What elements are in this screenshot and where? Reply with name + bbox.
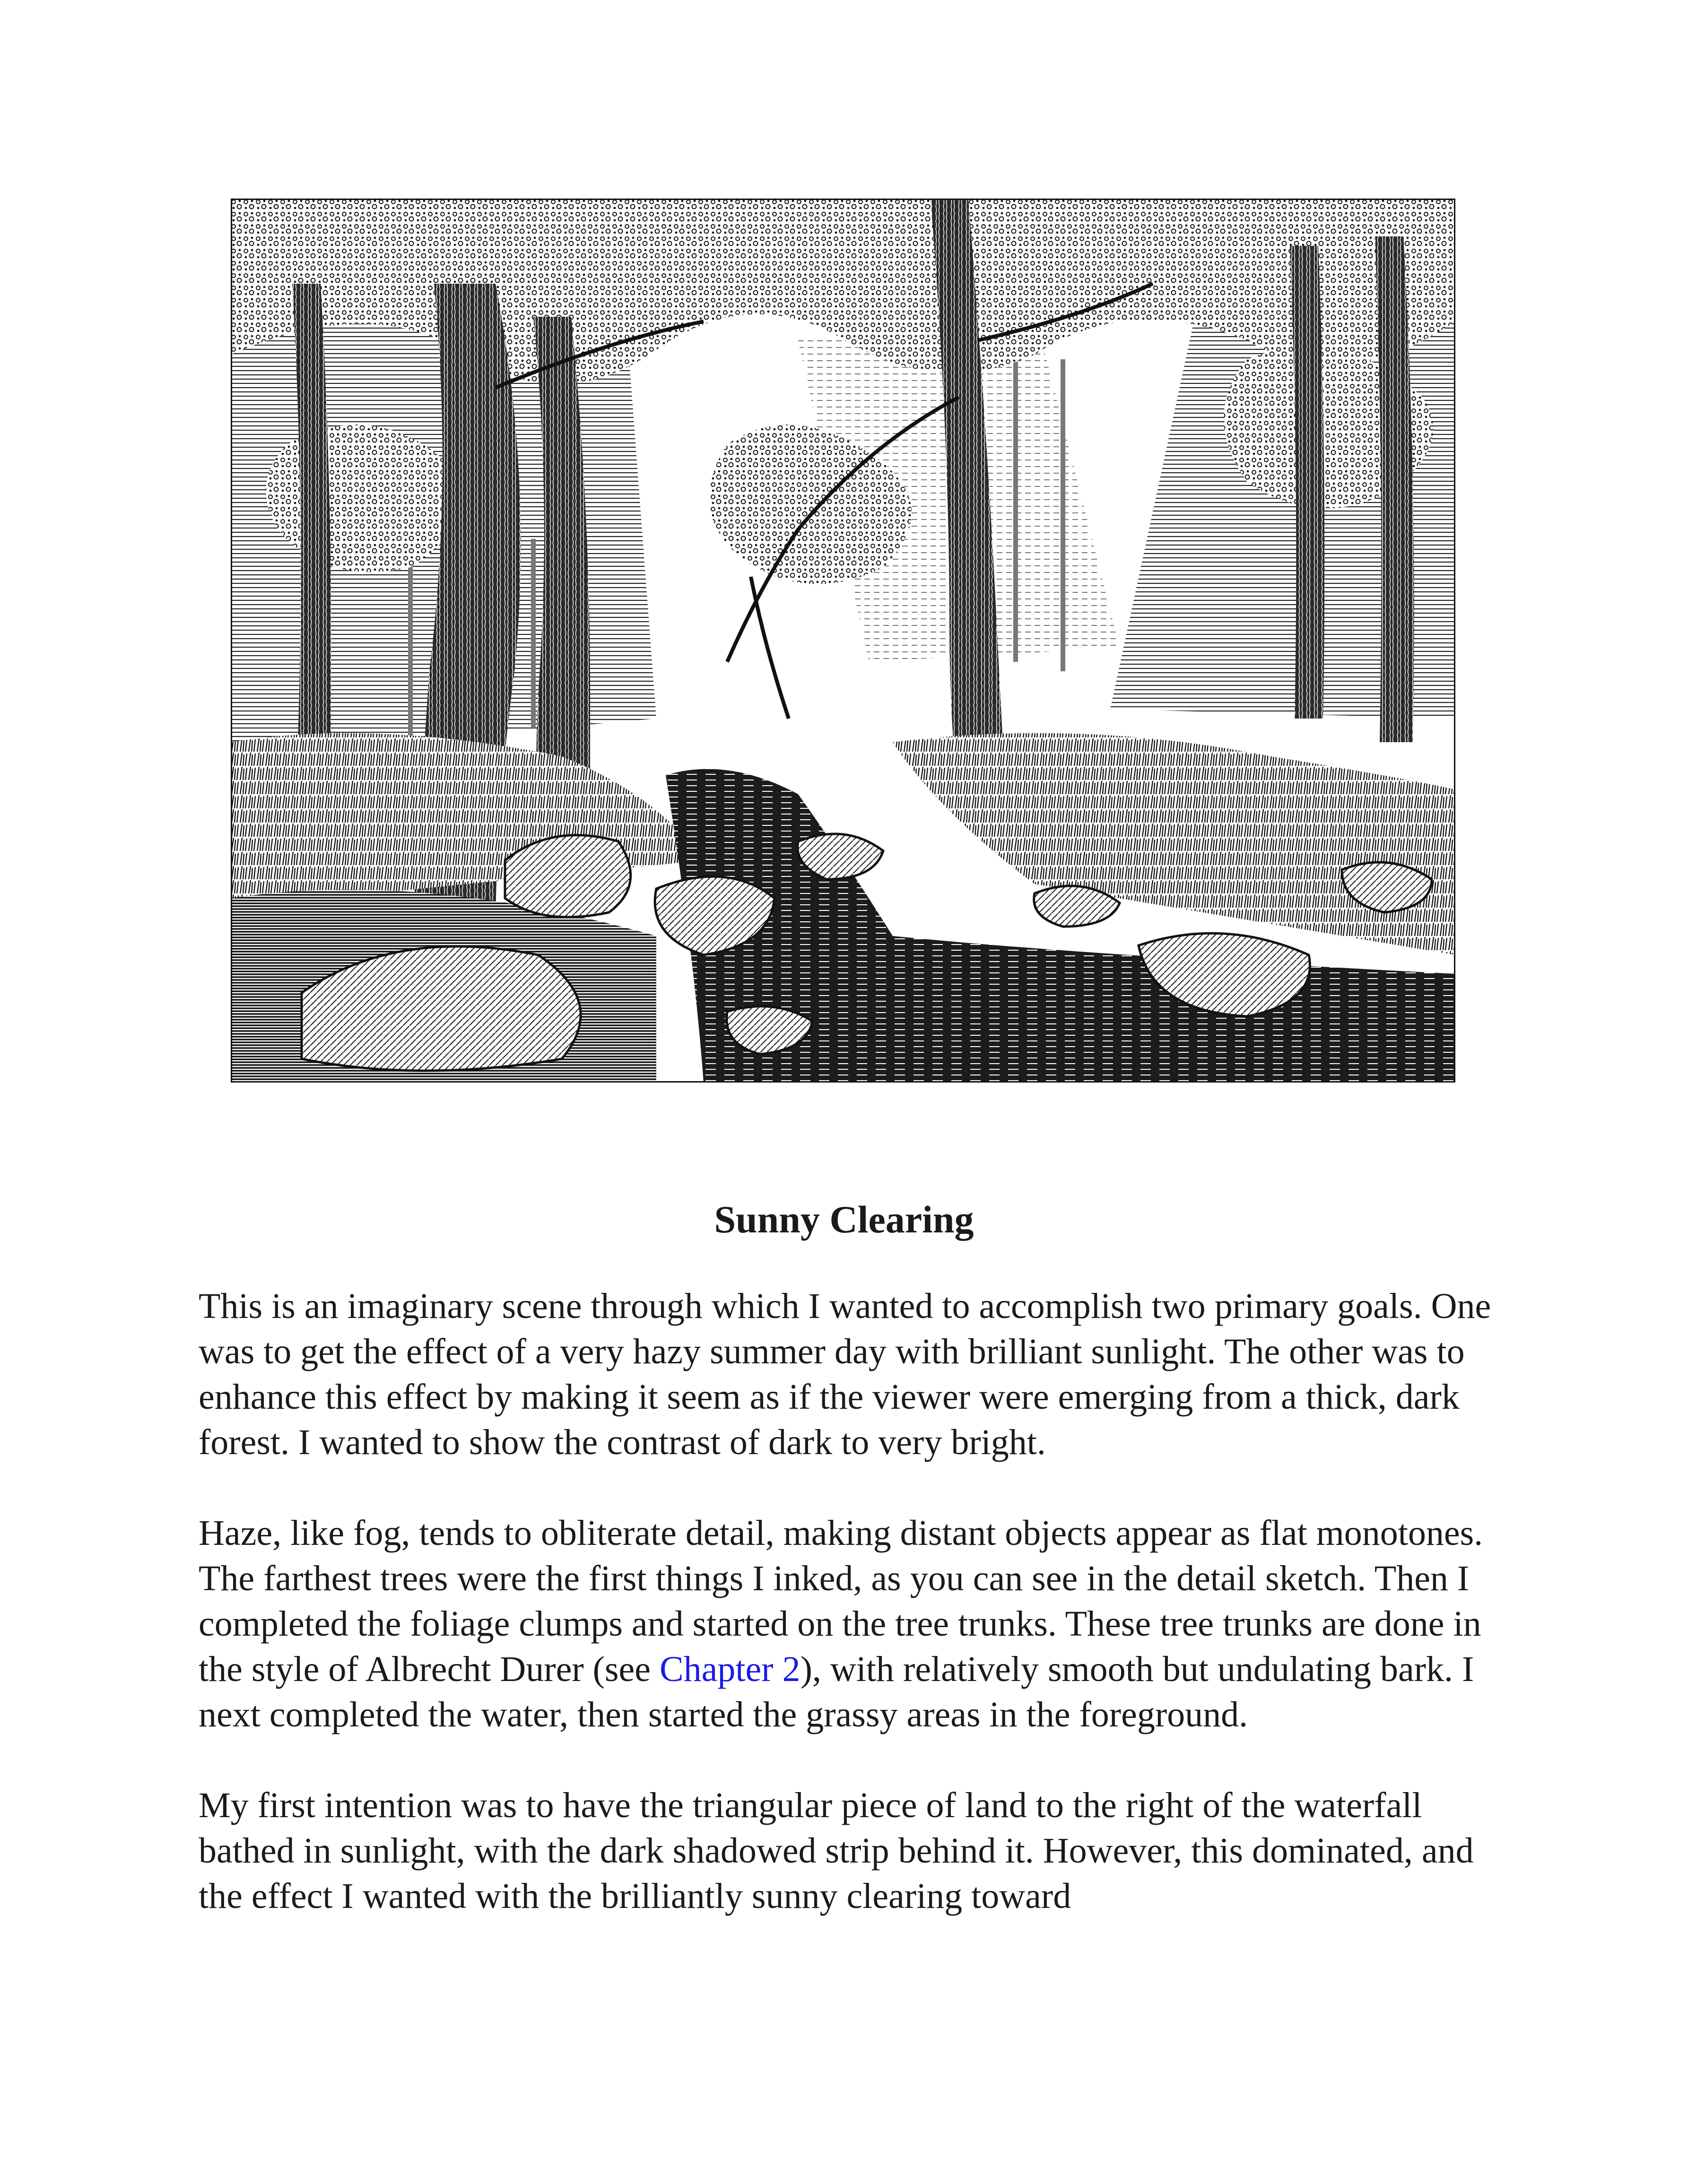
paragraph-2-text-before: Haze, like fog, tends to obliterate detail, making distant objects appear as flat monotones. The farthest trees were the first things I inked, as you can see in the detail sketch. Then I completed the foliage clumps and started on the tree trunks. These tree trunks are done in the style of Albrecht Durer (see	[199, 1513, 1483, 1689]
paragraph-2-text-after: ), with relatively smooth but undulating bark. I next completed the water, then started the grassy areas in the foreground.	[199, 1649, 1474, 1734]
paragraph-2	[199, 1510, 1504, 1737]
paragraph-3: My first intention was to have the triangular piece of land to the right of the waterfall bathed in sunlight, with the dark shadowed strip behind it. However, this dominated, and the effect I wanted with the brilliantly sunny clearing toward	[199, 1785, 1474, 1916]
page-title: Sunny Clearing	[714, 1198, 974, 1241]
sunny-clearing-illustration	[231, 199, 1455, 1083]
pen-and-ink-drawing	[231, 199, 1455, 1083]
body-text	[199, 1283, 1504, 1964]
paragraph-1: This is an imaginary scene through which I wanted to accomplish two primary goals. One was to get the effect of a very hazy summer day with brilliant sunlight. The other was to enhance this effect by making it seem as if the viewer were emerging from a thick, dark forest. I wanted to show the contrast of dark to very bright.	[199, 1286, 1491, 1462]
chapter-2-link[interactable]: Chapter 2	[659, 1649, 800, 1689]
